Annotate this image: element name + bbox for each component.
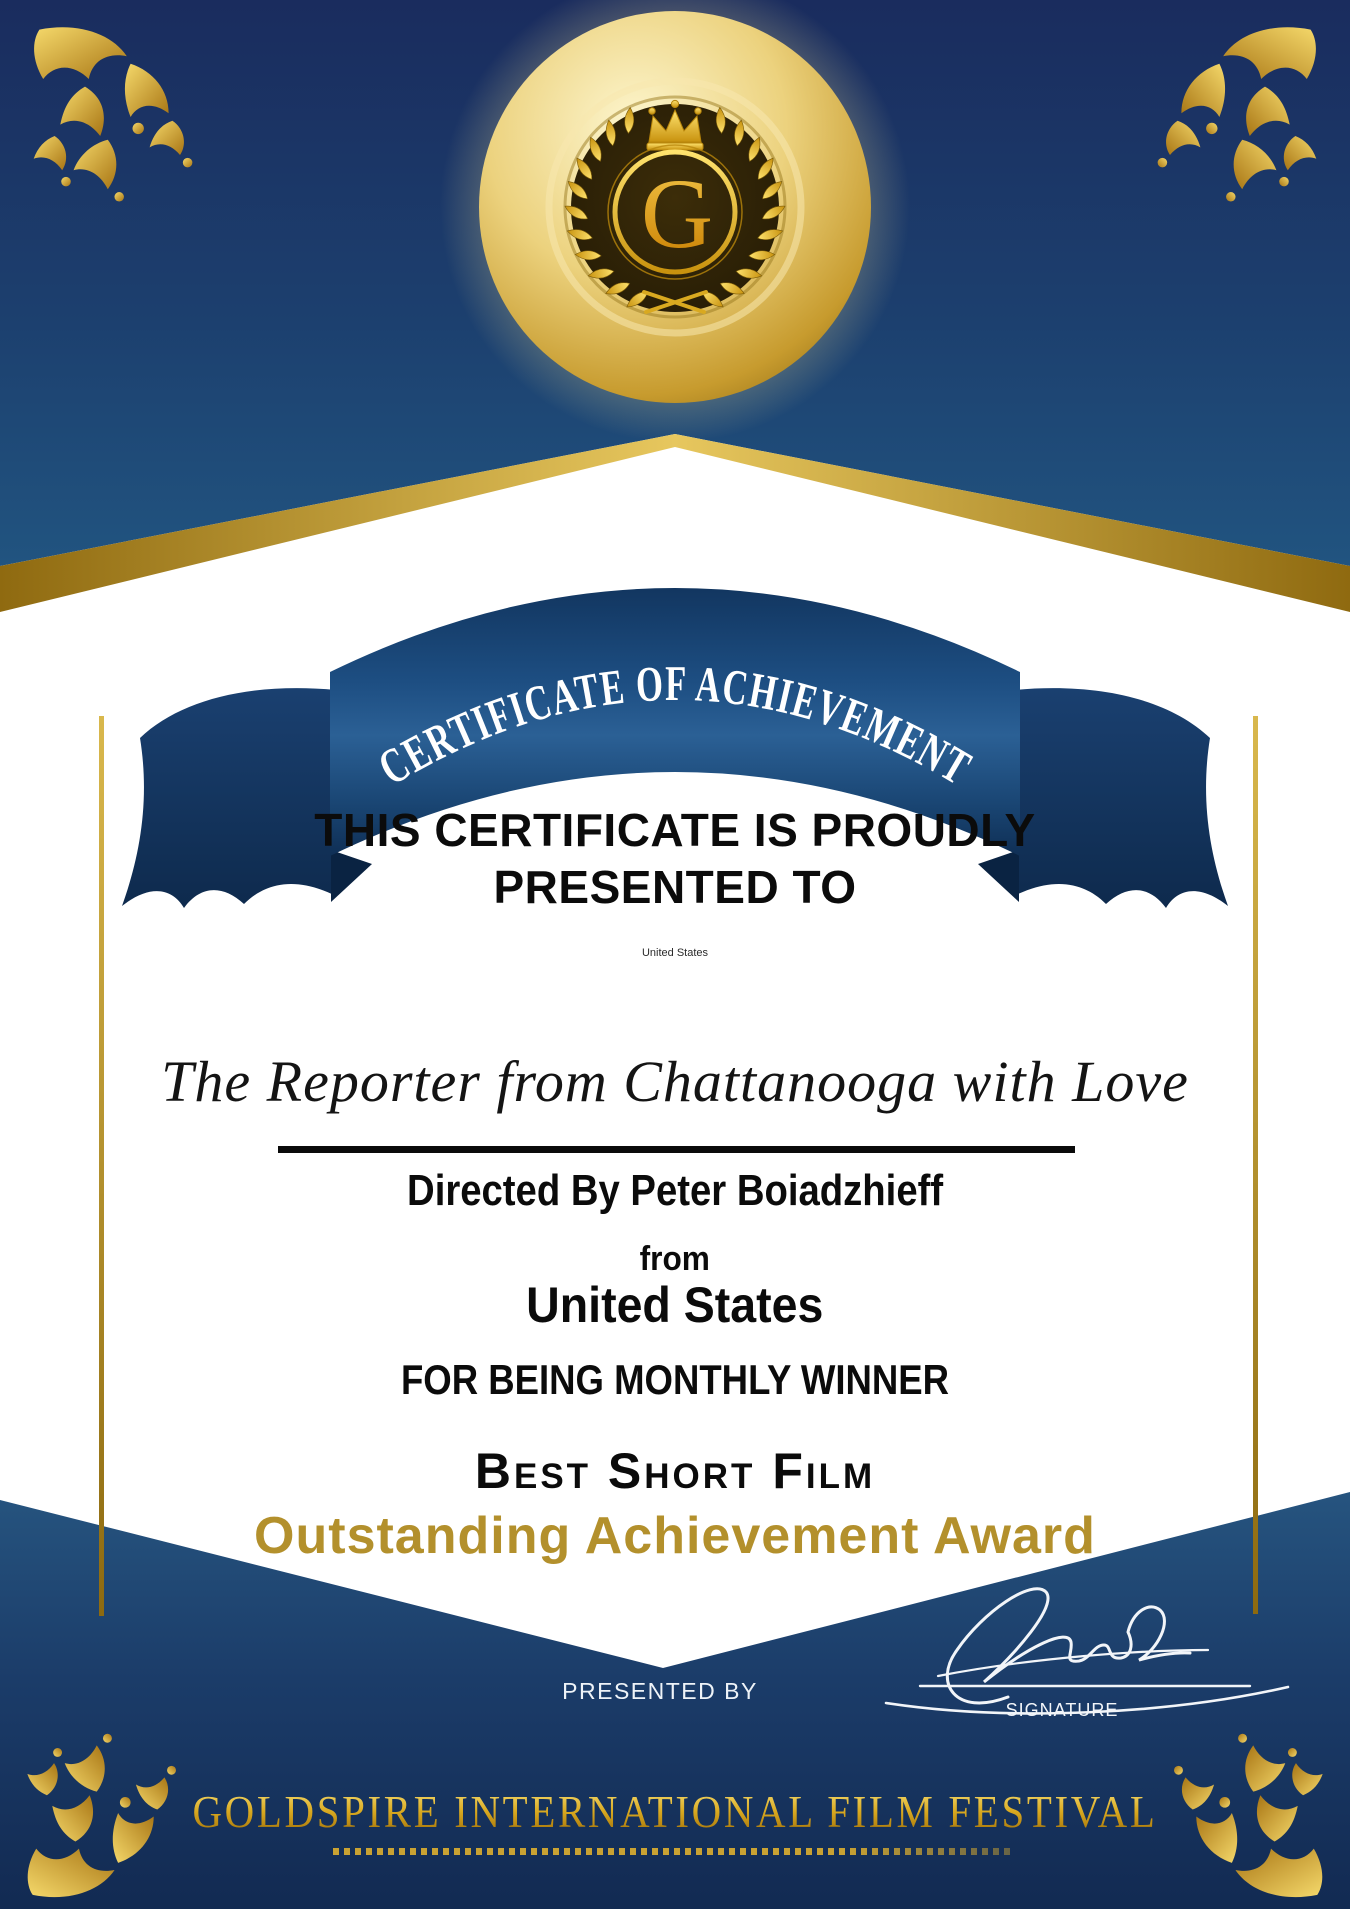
medallion-letter: G xyxy=(640,158,714,269)
award-title: Outstanding Achievement Award xyxy=(254,1507,1096,1565)
reason-line xyxy=(0,1356,1350,1404)
director-line xyxy=(0,1166,1350,1216)
director-line-text: Directed By Peter Boiadzhieff xyxy=(406,1166,944,1215)
country-name-text: United States xyxy=(526,1277,824,1333)
from-label xyxy=(0,1240,1350,1279)
country-name xyxy=(0,1276,1350,1334)
ribbon-title-text: CERTIFICATE OF ACHIEVEMENT xyxy=(368,654,991,802)
small-country-note: United States xyxy=(641,947,709,959)
award-category: Best Short Film xyxy=(474,1443,876,1499)
signature-label: SIGNATURE xyxy=(1005,1700,1119,1720)
reason-line-text: FOR BEING MONTHLY WINNER xyxy=(400,1356,950,1403)
from-label-text: from xyxy=(639,1240,711,1278)
footer-dotted-divider xyxy=(333,1848,1015,1855)
intro-line-2: PRESENTED TO xyxy=(493,861,857,913)
title-underline xyxy=(278,1146,1075,1153)
presented-by-label: PRESENTED BY xyxy=(562,1678,758,1704)
festival-name: GOLDSPIRE INTERNATIONAL FILM FESTIVAL xyxy=(192,1786,1158,1837)
film-title: The Reporter from Chattanooga with Love xyxy=(161,1049,1189,1114)
intro-line-1: THIS CERTIFICATE IS PROUDLY xyxy=(314,804,1036,856)
